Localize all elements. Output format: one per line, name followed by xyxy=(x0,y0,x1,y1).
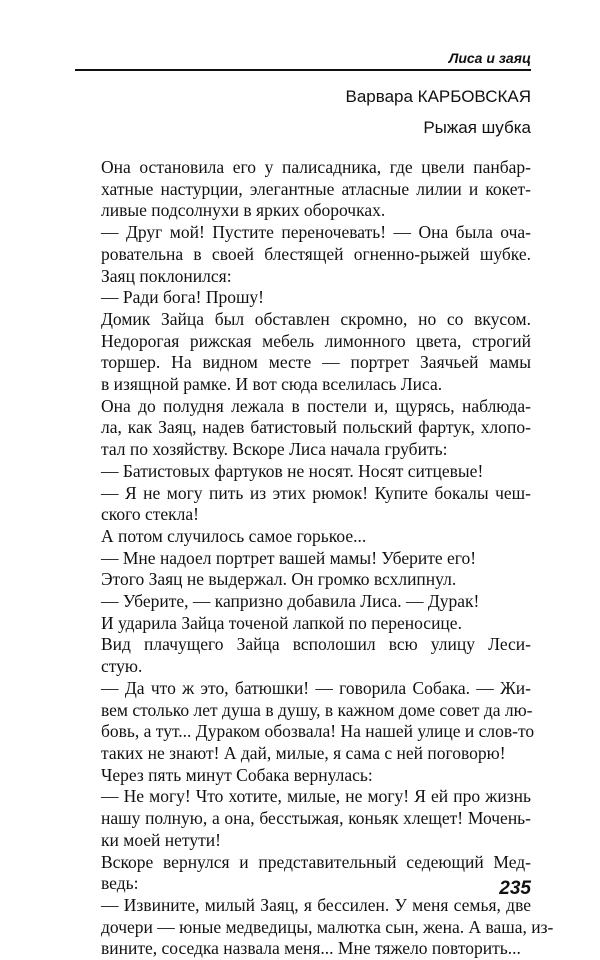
text-line: Этого Заяц не выдержал. Он громко всхлипнул. xyxy=(101,569,457,590)
text-line: вем столько лет душа в душу, в кажном доме совет да лю- xyxy=(101,699,533,720)
text-line: — Батистовых фартуков не носят. Носят ситцевые! xyxy=(101,460,484,481)
text-line: ведь: xyxy=(101,873,139,894)
text-line: И ударила Зайца точеной лапкой по переносице. xyxy=(101,612,462,633)
paragraph xyxy=(75,786,531,851)
text-line: Вид плачущего Зайца всполошил всю улицу Леси- xyxy=(101,634,531,655)
text-line: бовь, а тут... Дураком обозвала! На нашей улице и слов-то xyxy=(101,721,535,742)
text-line: ливые подсолнухи в ярких оборочках. xyxy=(101,200,386,221)
text-line: тал по хозяйству. Вскоре Лиса начала грубить: xyxy=(101,439,448,460)
text-line: ского стекла! xyxy=(101,504,200,525)
text-line: Вскоре вернулся и представительный седеющий Мед- xyxy=(101,851,531,872)
paragraph xyxy=(75,396,531,461)
text-line: нашу полную, а она, бесстыжая, коньяк хлещет! Мочень- xyxy=(101,808,531,829)
text-line: Заяц поклонился: xyxy=(101,265,232,286)
author-name: Варвара КАРБОВСКАЯ xyxy=(345,87,531,106)
header-rule xyxy=(75,69,531,71)
text-line: дочери — юные медведицы, малютка сын, жена. А ваша, из- xyxy=(101,916,554,937)
paragraph xyxy=(75,548,531,570)
paragraph xyxy=(75,765,531,787)
text-line: — Не могу! Что хотите, милые, не могу! Я ей про жизнь xyxy=(101,786,531,807)
text-line: хатные настурции, элегантные атласные лилии и кокет- xyxy=(101,178,531,199)
paragraph xyxy=(75,157,531,222)
text-line: — Мне надоел портрет вашей мамы! Уберите его! xyxy=(101,547,477,568)
text-line: таких не знают! А дай, милые, я сама с ней поговорю! xyxy=(101,742,506,763)
story-text xyxy=(75,157,554,960)
text-line: Она остановила его у палисадника, где цвели панбар- xyxy=(101,157,531,177)
text-line: А потом случилось самое горькое... xyxy=(101,525,367,546)
paragraph xyxy=(75,483,531,526)
text-line: Недорогая рижская мебель лимонного цвета, строгий xyxy=(101,330,531,351)
text-line: ки моей нетути! xyxy=(101,829,221,850)
text-line: стую. xyxy=(101,656,143,677)
text-line: — Да что ж это, батюшки! — говорила Собака. — Жи- xyxy=(101,677,531,698)
text-line: в изящной рамке. И вот сюда вселилась Лиса. xyxy=(101,374,443,395)
text-line: Домик Зайца был обставлен скромно, но со вкусом. xyxy=(101,308,531,329)
text-line: — Уберите, — капризно добавила Лиса. — Дурак! xyxy=(101,591,480,612)
text-line: — Я не могу пить из этих рюмок! Купите бокалы чеш- xyxy=(101,482,531,503)
text-line: ла, как Заяц, надев батистовый польский фартук, хлопо- xyxy=(101,417,531,438)
paragraph xyxy=(75,461,531,483)
text-line: — Друг мой! Пустите переночевать! — Она была оча- xyxy=(101,222,531,243)
text-line: вините, соседка назвала меня... Мне тяжело повторить... xyxy=(101,938,521,959)
paragraph xyxy=(75,287,531,309)
paragraph xyxy=(75,222,531,287)
paragraph xyxy=(75,634,531,677)
paragraph xyxy=(75,591,531,613)
page-number: 235 xyxy=(499,878,531,899)
text-line: торшер. На видном месте — портрет Заячьей мамы xyxy=(101,352,531,373)
text-line: ровательна в своей блестящей огненно-рыжей шубке. xyxy=(101,243,531,264)
paragraph xyxy=(75,677,535,765)
text-line: — Ради бога! Прошу! xyxy=(101,287,265,308)
text-line: Она до полудня лежала в постели и, щурясь, наблюда- xyxy=(101,395,531,416)
paragraph xyxy=(75,894,554,960)
text-line: Через пять минут Собака вернулась: xyxy=(101,764,373,785)
paragraph xyxy=(75,309,531,396)
running-head: Лиса и заяц xyxy=(448,50,531,66)
paragraph xyxy=(75,526,531,548)
story-title: Рыжая шубка xyxy=(423,118,531,137)
paragraph xyxy=(75,613,531,635)
paragraph xyxy=(75,569,531,591)
text-line: — Извините, милый Заяц, я бессилен. У меня семья, две xyxy=(101,894,531,915)
